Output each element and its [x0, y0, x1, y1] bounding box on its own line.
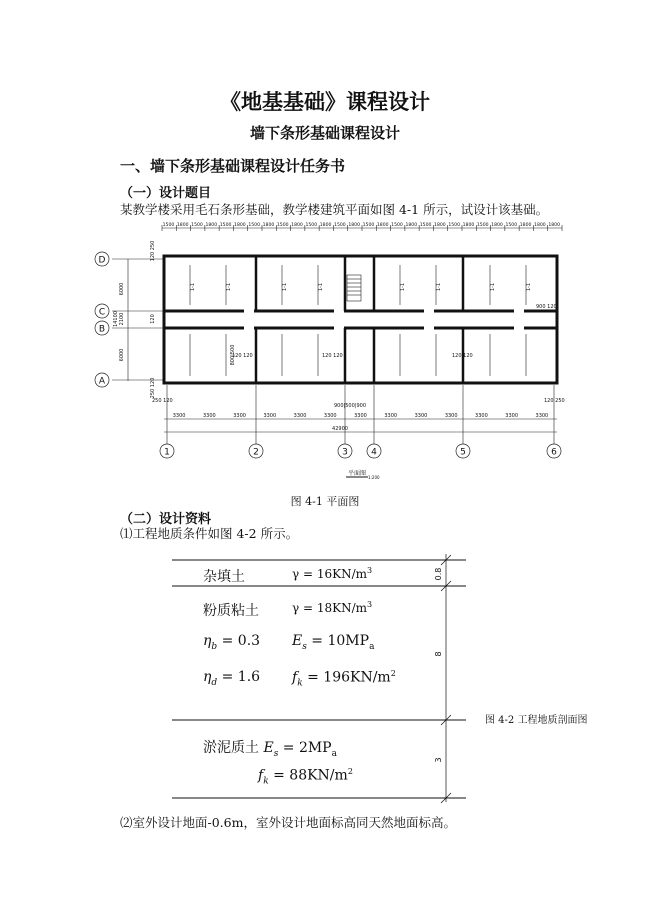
- bottom-dim-label: 3300: [293, 413, 307, 419]
- room-mark-2: 1-1: [226, 282, 232, 292]
- top-dim-label: 1500: [334, 223, 346, 228]
- bottom-dim-label: 3300: [263, 413, 277, 419]
- wall-dim-2: 120 120: [322, 353, 343, 359]
- top-dim-label: 1500: [162, 223, 175, 228]
- axis-label-3: 3: [342, 447, 348, 458]
- top-dim-label: 1500: [448, 223, 461, 228]
- top-dim-label: 1800: [234, 223, 246, 228]
- wall-dim-3: 120 120: [452, 353, 473, 359]
- left-total: 14100: [113, 311, 119, 327]
- bottom-dim-label: 3300: [172, 413, 186, 419]
- bottom-dim-label: 3300: [354, 413, 367, 419]
- top-dim-label: 1800: [462, 223, 475, 228]
- top-dim-label: 1800: [291, 223, 303, 228]
- layer2-es: $E_s = 10MP_a$: [292, 633, 375, 652]
- top-dim-label: 1800: [348, 223, 361, 228]
- top-dim-label: 1500: [391, 223, 403, 228]
- layer3-thickness: 3: [434, 757, 443, 763]
- layer1-name: 杂填土: [203, 569, 245, 585]
- page-title: 《地基基础》课程设计: [220, 89, 430, 114]
- top-dim-label: 1800: [319, 223, 332, 228]
- axis-label-2: 2: [253, 447, 259, 458]
- left-small-mid: 120: [150, 314, 156, 324]
- top-dim-label: 1800: [262, 223, 275, 228]
- layer2-eta-d: $\eta_d = 1.6$: [203, 669, 261, 688]
- top-dim-label: 1800: [491, 223, 503, 228]
- left-dim-6000-bottom: 6000: [119, 348, 125, 362]
- axis-label-D: D: [98, 255, 106, 266]
- figure-caption-soil: 图 4-2 工程地质剖面图: [485, 715, 588, 726]
- corner-dim-left: 250 120: [152, 398, 173, 404]
- layer2-name: 粉质粘土: [203, 603, 259, 619]
- layer2-thickness: 8: [434, 651, 443, 657]
- bottom-dim-label: 3300: [233, 413, 246, 419]
- plan-scale: 1:200: [368, 475, 380, 480]
- top-dim-label: 1800: [534, 223, 546, 228]
- axis-label-5: 5: [460, 447, 466, 458]
- top-dim-label: 1500: [362, 223, 375, 228]
- top-dim-label: 1800: [519, 223, 532, 228]
- figure-caption-plan: 图 4-1 平面图: [290, 495, 360, 508]
- room-mark-6: 1-1: [436, 282, 442, 292]
- wall-dim-1: 120 120: [232, 353, 253, 359]
- right-dim-mark: 900 120: [536, 304, 557, 310]
- layer1-gamma: $\gamma = 16KN/m^3$: [292, 566, 373, 581]
- floor-plan-drawing: [92, 213, 572, 488]
- stair-dims: 900|500|900: [334, 403, 366, 409]
- top-dim-label: 1500: [476, 223, 489, 228]
- bottom-dim-label: 3300: [444, 413, 458, 419]
- top-dim-label: 1500: [419, 223, 432, 228]
- plan-label: 平面图: [348, 470, 367, 477]
- bottom-dim-label: 3300: [202, 413, 216, 419]
- corner-dim-right: 120 250: [544, 398, 565, 404]
- room-mark-4: 1-1: [318, 282, 324, 292]
- bottom-dim-label: 3300: [384, 413, 398, 419]
- top-dim-label: 1800: [205, 223, 218, 228]
- subsection-heading-design-data: （二）设计资料: [120, 512, 212, 527]
- top-dim-label: 1500: [219, 223, 232, 228]
- paragraph-geology-ref: ⑴工程地质条件如图 4-2 所示。: [120, 526, 299, 541]
- mid-mark: 800|500: [230, 344, 236, 366]
- room-mark-5: 1-1: [400, 282, 406, 292]
- bottom-dim-label: 3300: [535, 413, 549, 419]
- axis-label-1: 1: [164, 447, 170, 458]
- subsection-heading-design-topic: （一）设计题目: [120, 186, 212, 201]
- layer3-name: 淤泥质土 $E_s = 2MP_a$: [203, 740, 337, 759]
- room-mark-3: 1-1: [282, 282, 288, 292]
- left-small-top: 120 250: [150, 240, 156, 262]
- left-dim-6000-top: 6000: [119, 282, 125, 296]
- top-dim-label: 1800: [176, 223, 189, 228]
- room-mark-7: 1-1: [490, 282, 496, 292]
- top-dim-label: 1500: [505, 223, 518, 228]
- axis-label-C: C: [98, 307, 106, 318]
- layer3-fk: $f_k = 88KN/m^2$: [258, 767, 353, 787]
- top-dim-label: 1800: [548, 223, 561, 228]
- layer2-eta-b: $\eta_b = 0.3$: [203, 633, 261, 652]
- top-dim-label: 1800: [376, 223, 389, 228]
- top-dim-label: 1500: [305, 223, 318, 228]
- top-dim-label: 1500: [248, 223, 261, 228]
- page-subtitle: 墙下条形基础课程设计: [249, 124, 400, 142]
- axis-label-B: B: [98, 324, 106, 335]
- room-mark-1: 1-1: [190, 282, 196, 292]
- left-dim-2100: 2100: [119, 312, 125, 326]
- room-mark-8: 1-1: [526, 282, 532, 292]
- axis-label-A: A: [98, 376, 106, 387]
- paragraph-ground-level: ⑵室外设计地面-0.6m，室外设计地面标高同天然地面标高。: [120, 815, 456, 830]
- bottom-dim-label: 3300: [414, 413, 428, 419]
- overall-length: 42900: [332, 426, 348, 432]
- bottom-dim-label: 3300: [323, 413, 337, 419]
- bottom-dim-label: 3300: [505, 413, 519, 419]
- section-heading: 一、墙下条形基础课程设计任务书: [120, 157, 346, 175]
- axis-label-6: 6: [551, 447, 557, 458]
- top-dim-label: 1500: [191, 223, 203, 228]
- top-dim-label: 1800: [405, 223, 418, 228]
- layer2-gamma: $\gamma = 18KN/m^3$: [292, 600, 373, 615]
- layer1-thickness: 0.8: [434, 567, 443, 581]
- bottom-dim-label: 3300: [475, 413, 488, 419]
- paragraph-design-topic: 某教学楼采用毛石条形基础，教学楼建筑平面如图 4-1 所示，试设计该基础。: [120, 202, 549, 217]
- axis-label-4: 4: [371, 447, 377, 458]
- top-dim-label: 1800: [434, 223, 446, 228]
- left-small-bottom: 250 120: [150, 377, 156, 399]
- layer2-fk: $f_k = 196KN/m^2$: [292, 669, 396, 689]
- top-dim-label: 1500: [276, 223, 289, 228]
